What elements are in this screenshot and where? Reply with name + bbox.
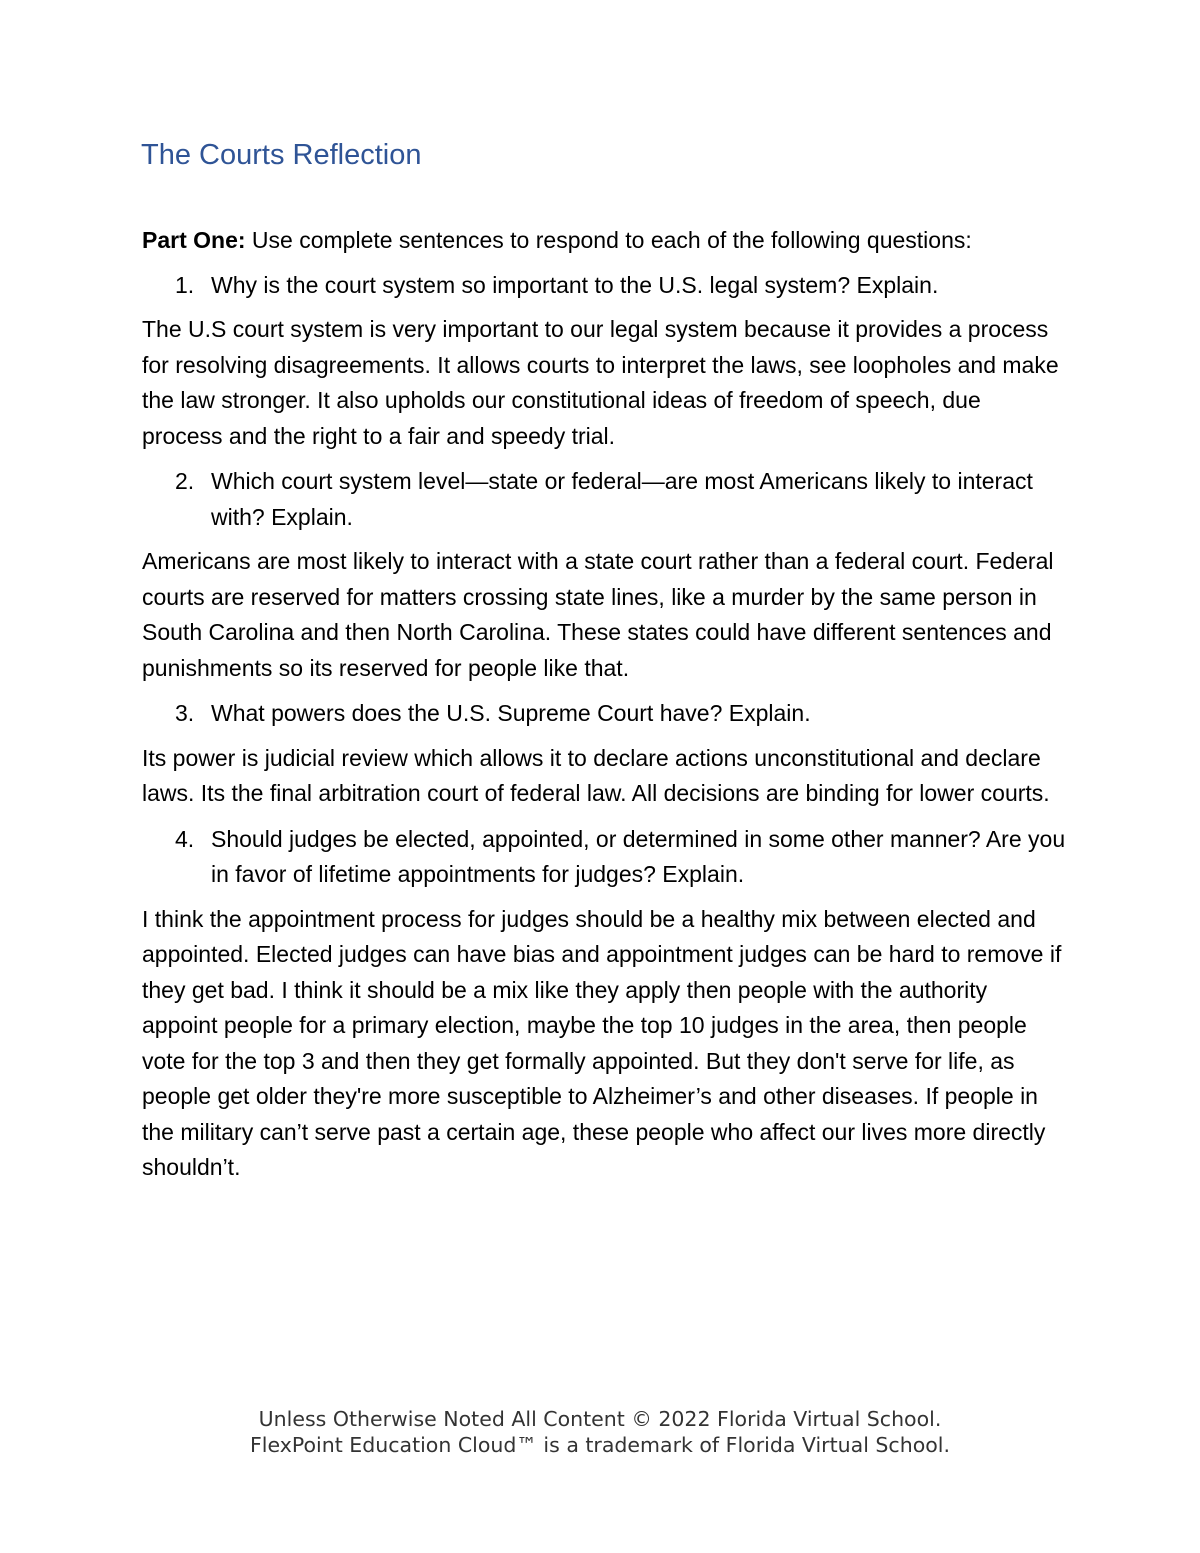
- part-one-instructions: [142, 223, 1067, 259]
- question-3: [142, 696, 1067, 732]
- question-text: Should judges be elected, appointed, or determined in some other manner? Are you in favor of lifetime appointments for judges? Explain.: [211, 825, 1066, 887]
- page-title: The Courts Reflection: [141, 139, 422, 171]
- question-number: 3.: [175, 700, 195, 726]
- instructions-text: Use complete sentences to respond to each of the following questions:: [245, 227, 972, 253]
- question-1: [142, 268, 1067, 304]
- part-label: Part One:: [142, 227, 246, 253]
- document-body: [142, 223, 1067, 1196]
- answer-2: Americans are most likely to interact with a state court rather than a federal court. Federal courts are reserved for matters crossing state lines, like a murder by the same person in South Carolina and then North Carolina. These states could have different sentences and punishments so its reserved for people like that.: [142, 548, 1054, 681]
- question-text: Which court system level—state or federal—are most Americans likely to interact with? Explain.: [211, 468, 1033, 530]
- question-number: 4.: [175, 825, 195, 852]
- question-text: Why is the court system so important to the U.S. legal system? Explain.: [211, 271, 939, 298]
- copyright-notice: Unless Otherwise Noted All Content © 2022 Florida Virtual School.: [258, 1407, 942, 1431]
- answer-1: The U.S court system is very important to our legal system because it provides a process for resolving disagreements. It allows courts to interpret the laws, see loopholes and make the law stronger. It also upholds our constitutional ideas of freedom of speech, due process and the right to a fair and speedy trial.: [142, 316, 1059, 449]
- answer-3: Its power is judicial review which allows it to declare actions unconstitutional and declare laws. Its the final arbitration court of federal law. All decisions are binding for lower courts.: [142, 744, 1050, 806]
- trademark-notice: FlexPoint Education Cloud™ is a trademark of Florida Virtual School.: [249, 1433, 950, 1457]
- question-2: [142, 464, 1067, 535]
- question-4: [142, 822, 1067, 893]
- question-number: 1.: [175, 271, 195, 298]
- answer-4: I think the appointment process for judges should be a healthy mix between elected and appointed. Elected judges can have bias and appointment judges can be hard to remove if they get bad. I think it should be a mix like they apply then people with the authority appoint people for a primary election, maybe the top 10 judges in the area, then people vote for the top 3 and then they get formally appointed. But they don't serve for life, as people get older they're more susceptible to Alzheimer’s and other diseases. If people in the military can’t serve past a certain age, these people who affect our lives more directly shouldn’t.: [142, 905, 1062, 1180]
- page-footer: [0, 1406, 1200, 1458]
- question-number: 2.: [175, 468, 195, 494]
- question-text: What powers does the U.S. Supreme Court have? Explain.: [211, 700, 811, 726]
